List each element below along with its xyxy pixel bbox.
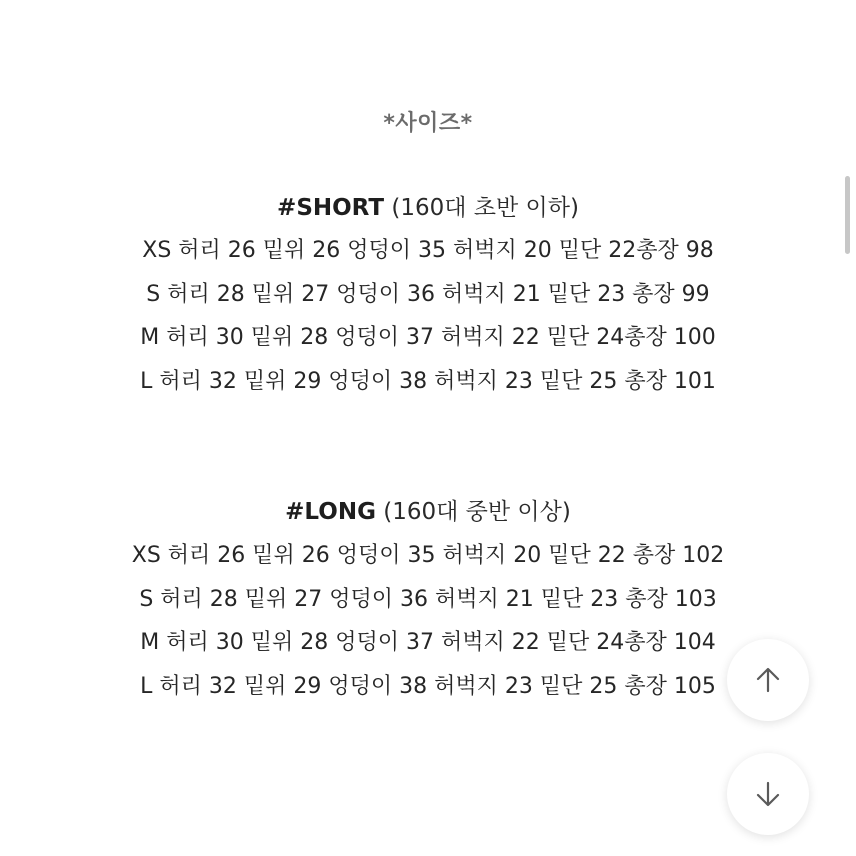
short-size-row-s: S 허리 28 밑위 27 엉덩이 36 허벅지 21 밑단 23 총장 99 [146,282,710,307]
short-heading [0,193,856,223]
long-tag: #LONG [285,499,376,525]
long-size-row-m: M 허리 30 밑위 28 엉덩이 37 허벅지 22 밑단 24총장 104 [140,630,716,655]
short-size-row-l: L 허리 32 밑위 29 엉덩이 38 허벅지 23 밑단 25 총장 101 [140,369,716,394]
long-size-row-l: L 허리 32 밑위 29 엉덩이 38 허벅지 23 밑단 25 총장 105 [140,674,716,699]
scroll-up-button[interactable] [727,639,809,721]
section-title: *사이즈* [383,111,473,136]
scroll-down-button[interactable] [727,753,809,835]
short-note: (160대 초반 이하) [384,195,579,221]
long-size-row-xs: XS 허리 26 밑위 26 엉덩이 35 허벅지 20 밑단 22 총장 102 [131,543,725,568]
long-heading [0,497,856,527]
scrollbar-thumb[interactable] [845,176,850,254]
arrow-up-icon [753,665,783,695]
arrow-down-icon [753,779,783,809]
long-note: (160대 중반 이상) [375,499,571,525]
short-size-row-m: M 허리 30 밑위 28 엉덩이 37 허벅지 22 밑단 24총장 100 [140,325,716,350]
long-size-row-s: S 허리 28 밑위 27 엉덩이 36 허벅지 21 밑단 23 총장 103 [139,587,717,612]
short-size-row-xs: XS 허리 26 밑위 26 엉덩이 35 허벅지 20 밑단 22총장 98 [142,238,714,263]
short-tag: #SHORT [277,195,385,221]
